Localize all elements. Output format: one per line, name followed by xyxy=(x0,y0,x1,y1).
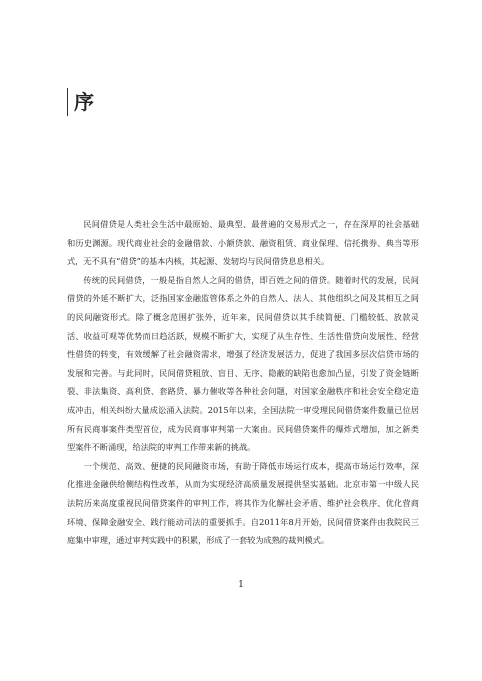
body-text xyxy=(67,215,419,550)
chapter-title: 序 xyxy=(74,90,96,114)
page-number: 1 xyxy=(238,580,244,590)
paragraph-3: 一个规范、高效、便捷的民间融资市场，有助于降低市场运行成本，提高市场运行效率，深化推进金融供给侧结构性改革，从而为实现经济高质量发展提供坚实基础。北京市第一中级人民法院历来高度重视民间借贷案件的审判工作，将其作为化解社会矛盾、维护社会秩序、优化营商环境、保障金融安全、践行能动司法的重要抓手。自2011年8月开始，民间借贷案件由我院民三庭集中审理，通过审判实践中的积累，形成了一套较为成熟的裁判模式。 xyxy=(67,460,419,546)
chapter-heading xyxy=(67,88,96,116)
paragraph-2: 传统的民间借贷，一般是指自然人之间的借贷，即百姓之间的借贷。随着时代的发展，民间借贷的外延不断扩大，泛指国家金融监管体系之外的自然人、法人、其他组织之间及其相互之间的民间融资形式。除了概念范围扩张外，近年来，民间借贷以其手续简便、门槛较低、放款灵活、收益可观等优势而日趋活跃，规模不断扩大，实现了从生存性、生活性借贷向发展性、经营性借贷的转变，有效缓解了社会融资需求，增强了经济发展活力，促进了我国多层次信贷市场的发展和完善。与此同时，民间借贷粗放、盲目、无序、隐蔽的缺陷也愈加凸显，引发了资金链断裂、非法集资、高利贷、套路贷、暴力催收等各种社会问题，对国家金融秩序和社会安全稳定造成冲击，相关纠纷大量成讼涌入法院。2015年以来，全国法院一审受理民间借贷案件数量已位居所有民商事案件类型首位，成为民商事审判第一大案由。民间借贷案件的爆炸式增加，加之新类型案件不断涌现，给法院的审判工作带来新的挑战。 xyxy=(67,274,419,453)
paragraph-1: 民间借贷是人类社会生活中最原始、最典型、最普遍的交易形式之一，存在深厚的社会基础和历史渊源。现代商业社会的金融借款、小额贷款、融资租赁、商业保理、信托携券、典当等形式，无不具有“借贷”的基本内核，其起源、发轫均与民间借贷息息相关。 xyxy=(67,219,419,267)
chapter-heading-bar xyxy=(67,88,68,116)
